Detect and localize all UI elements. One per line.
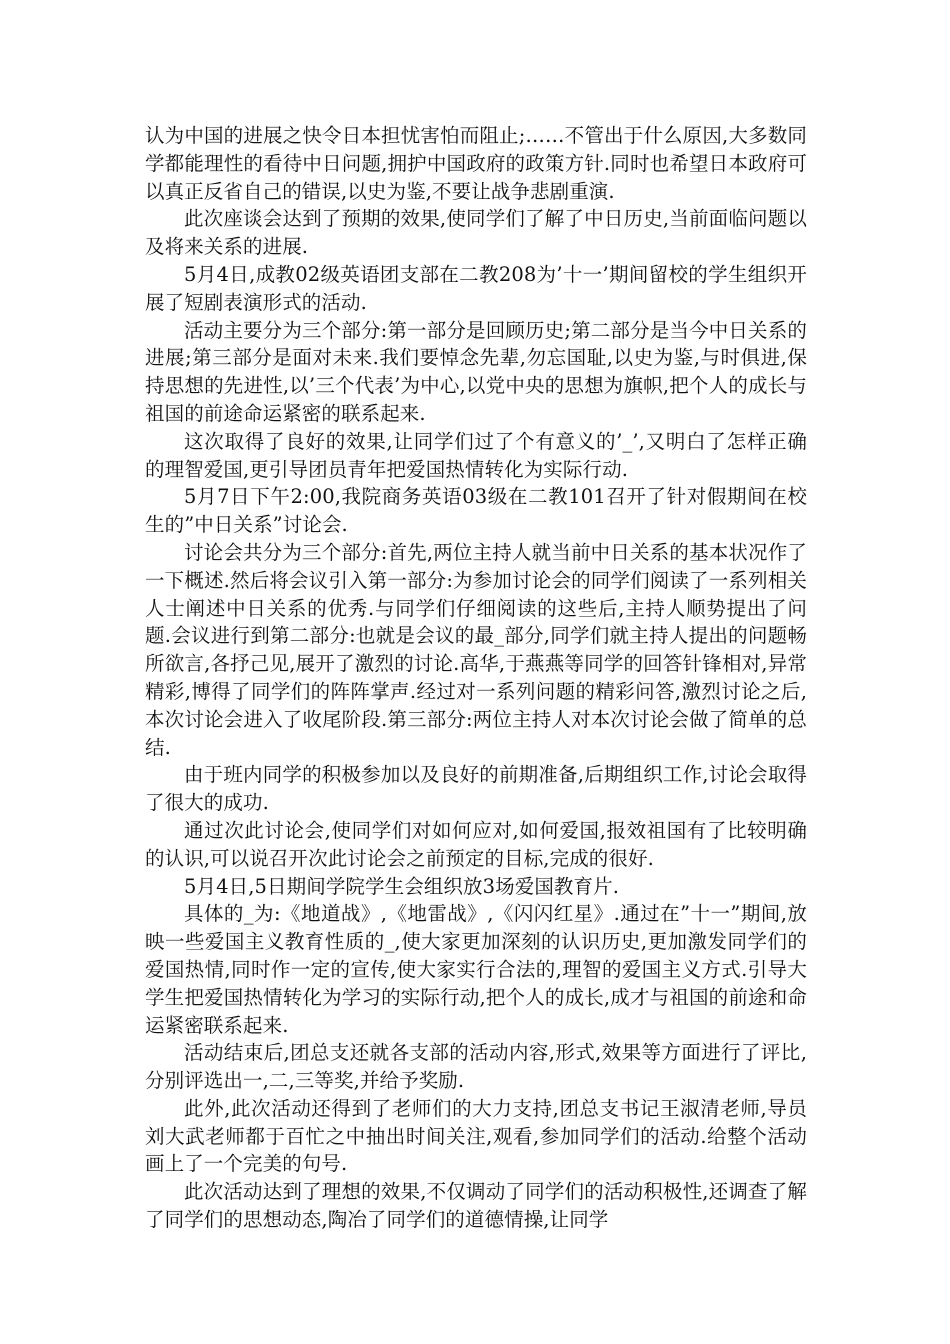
paragraph-truncated: 此次活动达到了理想的效果,不仅调动了同学们的活动积极性,还调查了解了同学们的思想动态,陶冶了同学们的道德情操,让同学	[145, 1180, 807, 1232]
paragraph: 这次取得了良好的效果,让同学们过了个有意义的’_’,又明白了怎样正确的理智爱国,更引导团员青年把爱国热情转化为实际行动.	[145, 429, 807, 481]
paragraph: 此外,此次活动还得到了老师们的大力支持,团总支书记王淑清老师,导员刘大武老师都于百忙之中抽出时间关注,观看,参加同学们的活动.给整个活动画上了一个完美的句号.	[145, 1096, 807, 1176]
paragraph: 此次座谈会达到了预期的效果,使同学们了解了中日历史,当前面临问题以及将来关系的进展.	[145, 207, 807, 259]
paragraph: 5月4日,5日期间学院学生会组织放3场爱国教育片.	[184, 874, 620, 898]
paragraph-continuation: 认为中国的进展之快令日本担忧害怕而阻止;……不管出于什么原因,大多数同学都能理性的看待中日问题,拥护中国政府的政策方针.同时也希望日本政府可以真正反省自己的错误,以史为鉴,不要让战争悲剧重演.	[145, 124, 807, 203]
paragraph: 由于班内同学的积极参加以及良好的前期准备,后期组织工作,讨论会取得了很大的成功.	[145, 763, 807, 815]
paragraph: 活动主要分为三个部分:第一部分是回顾历史;第二部分是当今中日关系的进展;第三部分是面对未来.我们要悼念先辈,勿忘国耻,以史为鉴,与时俱进,保持思想的先进性,以’三个代表’为中心,以党中央的思想为旗帜,把个人的成长与祖国的前途命运紧密的联系起来.	[145, 318, 807, 425]
paragraph: 通过次此讨论会,使同学们对如何应对,如何爱国,报效祖国有了比较明确的认识,可以说召开次此讨论会之前预定的目标,完成的很好.	[145, 818, 807, 870]
paragraph: 讨论会共分为三个部分:首先,两位主持人就当前中日关系的基本状况作了一下概述.然后将会议引入第一部分:为参加讨论会的同学们阅读了一系列相关人士阐述中日关系的优秀.与同学们仔细阅读的这些后,主持人顺势提出了问题.会议进行到第二部分:也就是会议的最_部分,同学们就主持人提出的问题畅所欲言,各抒己见,展开了激烈的讨论.高华,于燕燕等同学的回答针锋相对,异常精彩,博得了同学们的阵阵掌声.经过对一系列问题的精彩问答,激烈讨论之后,本次讨论会进入了收尾阶段.第三部分:两位主持人对本次讨论会做了简单的总结.	[145, 540, 807, 759]
document-body	[145, 122, 807, 1234]
paragraph: 5月7日下午2:00,我院商务英语03级在二教101召开了针对假期间在校生的”中日关系”讨论会.	[145, 485, 807, 537]
paragraph: 活动结束后,团总支还就各支部的活动内容,形式,效果等方面进行了评比,分别评选出一,二,三等奖,并给予奖励.	[145, 1041, 807, 1093]
paragraph: 5月4日,成教02级英语团支部在二教208为’十一’期间留校的学生组织开展了短剧表演形式的活动.	[145, 262, 807, 314]
paragraph: 具体的_为:《地道战》,《地雷战》,《闪闪红星》.通过在”十一”期间,放映一些爱国主义教育性质的_,使大家更加深刻的认识历史,更加激发同学们的爱国热情,同时作一定的宣传,使大家实行合法的,理智的爱国主义方式.引导大学生把爱国热情转化为学习的实际行动,把个人的成长,成才与祖国的前途和命运紧密联系起来.	[145, 902, 807, 1037]
